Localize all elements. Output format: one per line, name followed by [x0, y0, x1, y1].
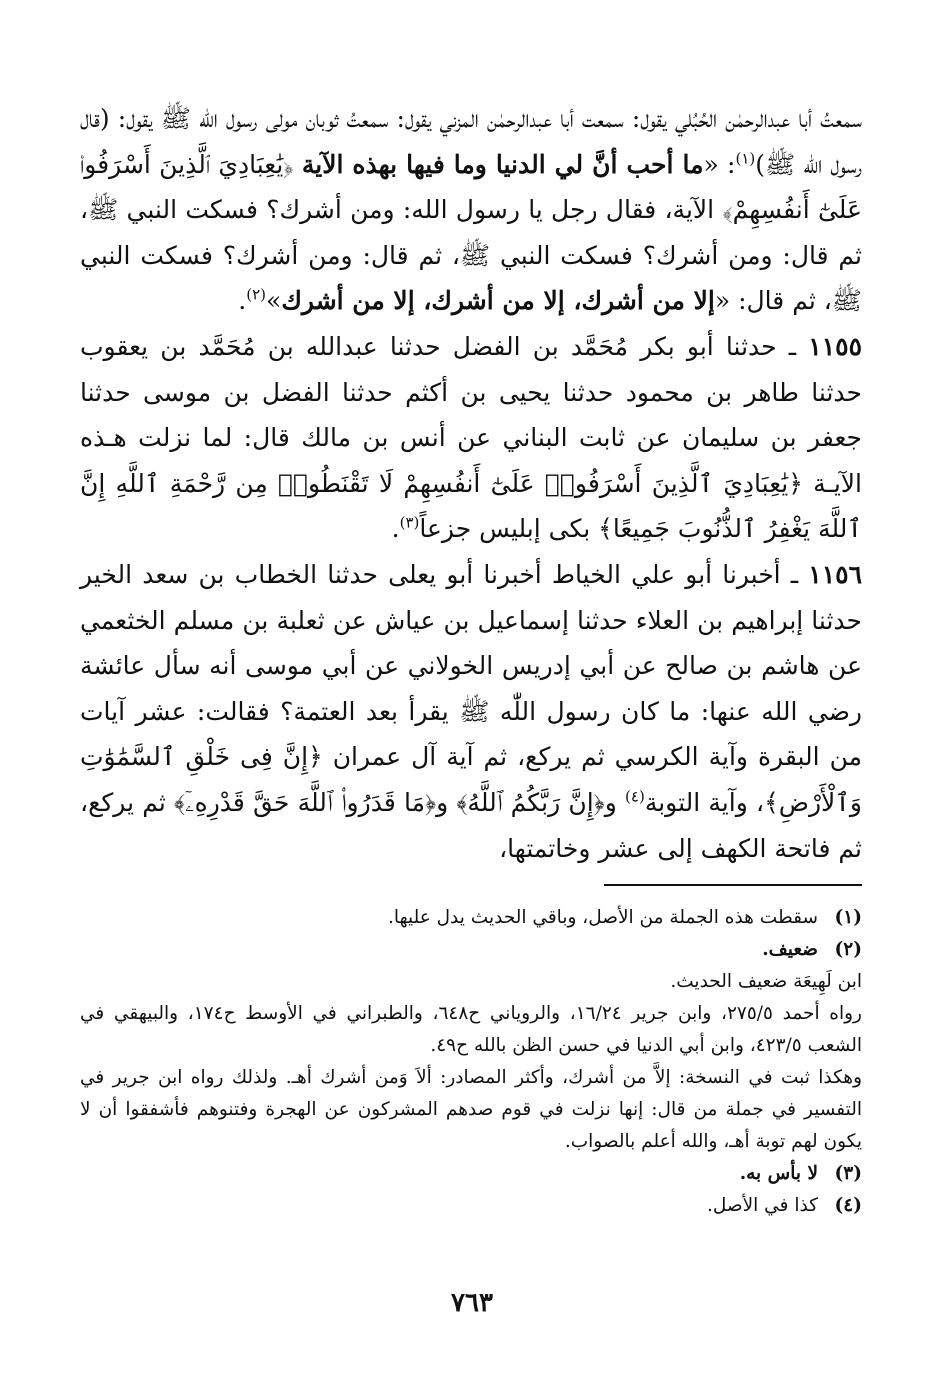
- hadith-number: ١١٥٦: [808, 559, 862, 589]
- paragraph-1: [80, 96, 862, 324]
- text-run: سمعتُ أبا عبدالرحمٰن الحُبُلي يقول: سمعت أبا عبدالرحمٰن المزني يقول: سمعتُ ثوبان مولى رسول اللّٰه ﷺ يقول: (قال رسول اللّٰه ﷺ): [80, 104, 863, 179]
- footnote-number: (٢): [834, 939, 862, 960]
- text-run: .: [238, 286, 247, 316]
- footnote-grade: ضعيف.: [762, 939, 818, 960]
- text-run: »: [266, 286, 282, 316]
- footnote-separator: [604, 884, 862, 886]
- footnote-text: سقطت هذه الجملة من الأصل، وباقي الحديث يدل عليها.: [387, 907, 818, 928]
- text-run: ـ حدثنا أبو بكر مُحَمَّد بن الفضل حدثنا عبدالله بن مُحَمَّد بن يعقوب حدثنا طاهر بن محمود حدثنا يحيى بن أكثم حدثنا الفضل بن موسى حدثنا جعفر بن سليمان عن ثابت البناني عن أنس بن مالك قال: لما نزلت هـذه الآيـة ﴿يَٰعِبَادِيَ ٱلَّذِينَ أَسْرَفُوا۟ عَلَىٰٓ أَنفُسِهِمْ لَا تَقْنَطُوا۟ مِن رَّحْمَةِ ٱللَّهِ إِنَّ ٱللَّهَ يَغْفِرُ ٱلذُّنُوبَ جَمِيعًا﴾ بكى إبليس جزعاً: [80, 331, 862, 544]
- bold-hadith-text: ما أحب أنَّ لي الدنيا وما فيها بهذه الآية: [301, 149, 704, 179]
- footnote-ref-4[interactable]: (٤): [625, 787, 645, 806]
- footnote-ref-1[interactable]: (١): [735, 149, 756, 168]
- bold-hadith-text: إلا من أشرك، إلا من أشرك، إلا من أشرك: [281, 286, 715, 316]
- footnotes: [80, 902, 862, 1222]
- page-number: ٧٦٣: [451, 1288, 493, 1318]
- footnote-number: (٤): [834, 1195, 862, 1216]
- paragraph-1156: [80, 552, 862, 871]
- text-run: و﴿إِنَّ رَبَّكُمُ ٱللَّهُ﴾ و﴿مَا قَدَرُوا۟ ٱللَّهَ حَقَّ قَدْرِهِۦٓ﴾ ثم يركع، ثم فاتحة الكهف إلى عشر وخاتمتها،: [80, 787, 862, 863]
- footnote-2-line: رواه أحمد ٢٧٥/٥، وابن جرير ١٦/٢٤، والروياني ح٦٤٨، والطبراني في الأوسط ح١٧٤، والبيهقي في الشعب ٤٢٣/٥، وابن أبي الدنيا في حسن الظن بالله ح٤٩.: [80, 1003, 862, 1056]
- footnote-4: [80, 1190, 862, 1222]
- footnote-2-line: وهكذا ثبت في النسخة: إلاَّ من أشرك، وأكثر المصادر: ألاَ وَمن أشرك أهـ. ولذلك رواه ابن جرير في التفسير في جملة من قال: إنها نزلت في قوم صدهم المشركون عن الهجرة وفتنوهم فأشفقوا أن لا يكون لهم توبة أهـ، والله أعلم بالصواب.: [80, 1067, 862, 1152]
- footnote-2-line: ابن لَهِيعَة ضعيف الحديث.: [670, 971, 862, 992]
- footnote-3: [80, 1158, 862, 1190]
- text-run: : «: [703, 149, 736, 179]
- footnote-grade: لا بأس به.: [739, 1163, 818, 1184]
- text-run: .: [391, 514, 400, 544]
- footnote-number: (١): [834, 907, 862, 928]
- footnote-ref-3[interactable]: (٣): [399, 514, 420, 533]
- text-run: ـ أخبرنا أبو علي الخياط أخبرنا أبو يعلى حدثنا الخطاب بن سعد الخير حدثنا إبراهيم بن العلاء حدثنا إسماعيل بن عياش عن ثعلبة بن مسلم الخثعمي عن هاشم بن صالح عن أبي إدريس الخولاني عن أبي موسى أنه سأل عائشة رضي الله عنها: ما كان رسول اللّٰه ﷺ يقرأ بعد العتمة؟ فقالت: عشر آيات من البقرة وآية الكرسي ثم يركع، ثم آية آل عمران ﴿إِنَّ فِى خَلْقِ ٱلسَّمَٰوَٰتِ وَٱلْأَرْضِ﴾، وآية التوبة: [80, 559, 862, 817]
- text-run: ﴿يَٰعِبَادِيَ ٱلَّذِينَ أَسْرَفُوا۟ عَلَىٰٓ أَنفُسِهِمْ﴾ الآية، فقال رجل يا رسول الله: ومن أشرك؟ فسكت النبي ﷺ، ثم قال: ومن أشرك؟ فسكت النبي ﷺ، ثم قال: ومن أشرك؟ فسكت النبي ﷺ، ثم قال: «: [80, 149, 862, 316]
- footnote-ref-2[interactable]: (٢): [246, 286, 267, 305]
- footnote-text: كذا في الأصل.: [707, 1195, 818, 1216]
- footnote-1: [80, 902, 862, 934]
- main-text: [80, 96, 862, 871]
- paragraph-1155: [80, 324, 862, 552]
- footnote-2: [80, 934, 862, 966]
- footnote-number: (٣): [834, 1163, 862, 1184]
- hadith-number: ١١٥٥: [808, 331, 862, 361]
